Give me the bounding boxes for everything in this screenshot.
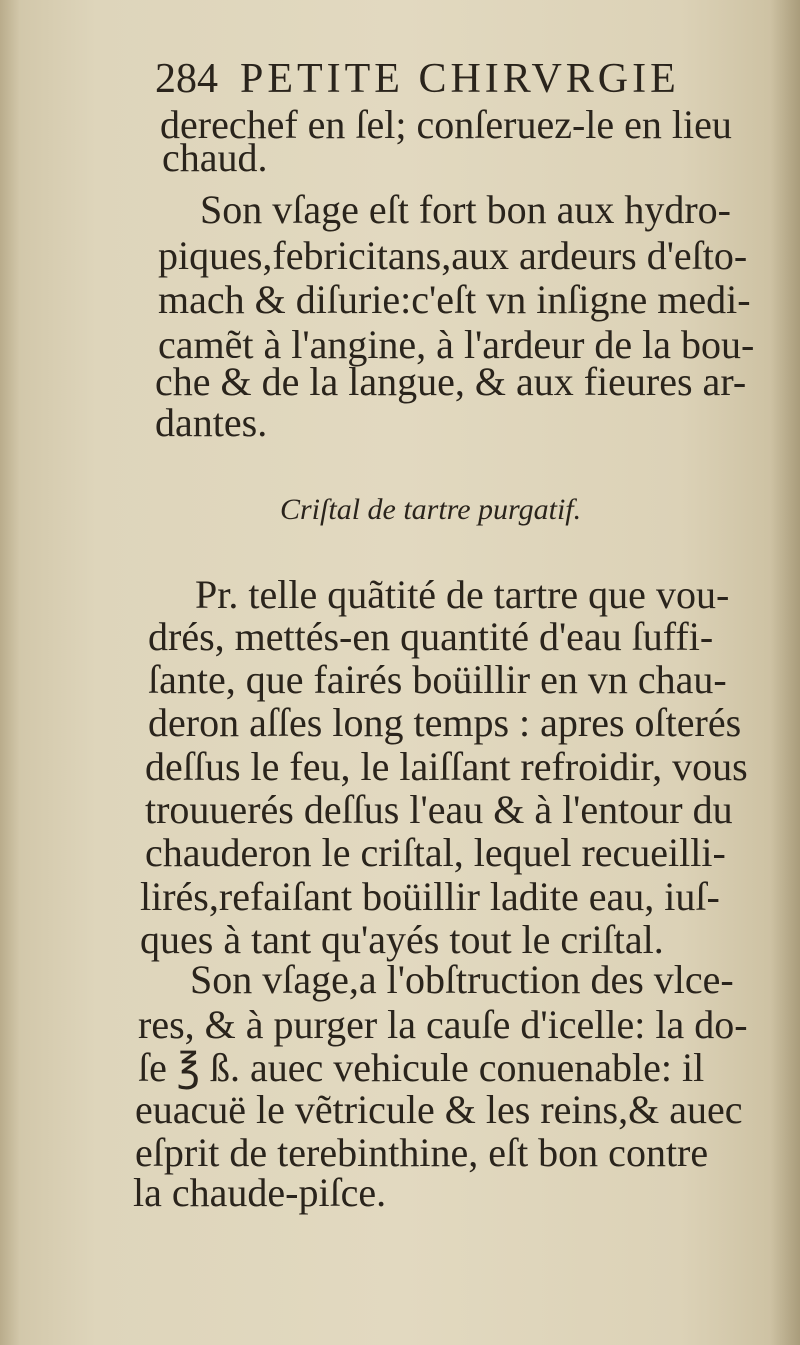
running-title: PETITE CHIRVRGIE (240, 56, 680, 102)
page-gutter-shadow (0, 0, 20, 1345)
text-line: chauderon le criſtal, lequel recueilli- (145, 830, 726, 875)
text-line: che & de la langue, & aux fieures ar- (155, 359, 747, 404)
text-line: res, & à purger la cauſe d'icelle: la do- (138, 1002, 748, 1047)
text-line: Son vſage,a l'obſtruction des vlce- (190, 957, 734, 1002)
text-line: dantes. (155, 400, 268, 445)
section-subheading: Criſtal de tartre purgatif. (280, 493, 582, 526)
text-line: ſe ℥ ß. auec vehicule conuenable: il (138, 1045, 705, 1090)
page-edge-shadow (770, 0, 800, 1345)
text-line: ſante, que fairés boüillir en vn chau- (148, 657, 727, 702)
text-line: lirés,refaiſant boüillir ladite eau, iuſ- (140, 874, 720, 919)
text-line: deſſus le feu, le laiſſant refroidir, vous (145, 744, 748, 789)
text-line: deron aſſes long temps : apres oſterés (148, 700, 742, 745)
text-line: drés, mettés-en quantité d'eau ſuffi- (148, 614, 714, 659)
text-line: Son vſage eſt fort bon aux hydro- (200, 187, 731, 232)
text-line: piques,febricitans,aux ardeurs d'eſto- (158, 233, 748, 278)
text-line: chaud. (162, 135, 268, 180)
text-line: derechef en ſel; conſeruez-le en lieu (160, 102, 732, 147)
text-line: eſprit de terebinthine, eſt bon contre (135, 1130, 709, 1175)
text-line: camẽt à l'angine, à l'ardeur de la bou- (158, 322, 755, 367)
text-line: ques à tant qu'ayés tout le criſtal. (140, 917, 664, 962)
page-number: 284 (155, 56, 218, 102)
text-line: trouuerés deſſus l'eau & à l'entour du (145, 787, 733, 832)
text-line: euacuë le vẽtricule & les reins,& auec (135, 1087, 743, 1132)
running-head (155, 55, 725, 103)
text-line: mach & diſurie:c'eſt vn inſigne medi- (158, 277, 751, 322)
text-line: la chaude-piſce. (133, 1170, 387, 1215)
text-line: Pr. telle quãtité de tartre que vou- (195, 572, 730, 617)
